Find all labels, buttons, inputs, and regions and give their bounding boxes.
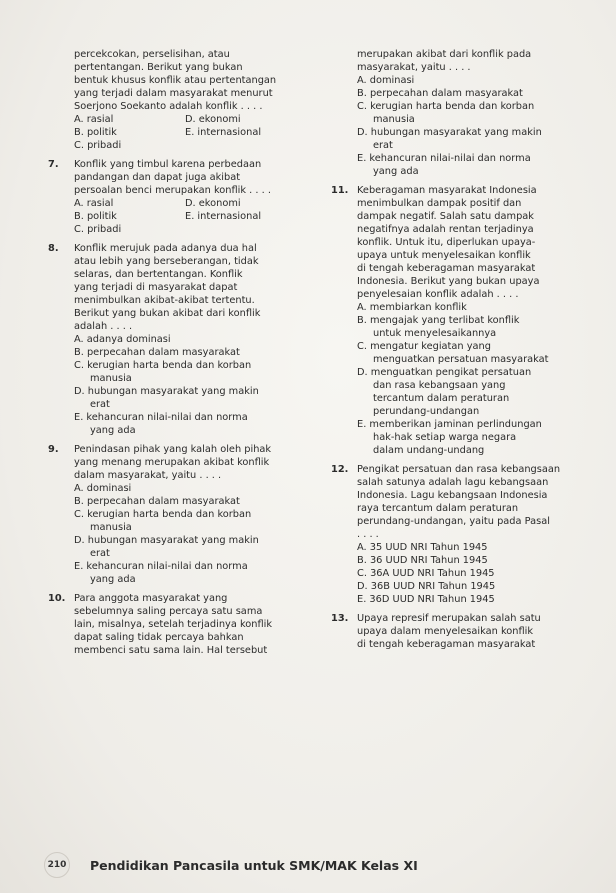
text-line: membenci satu sama lain. Hal tersebut <box>74 645 268 656</box>
option-c-cont: manusia <box>373 114 415 125</box>
option-d: D. hubungan masyarakat yang makin <box>357 127 542 138</box>
text-line: Soerjono Soekanto adalah konflik . . . . <box>74 101 263 112</box>
option-e-cont: hak-hak setiap warga negara <box>373 432 517 443</box>
option-e-cont: yang ada <box>90 425 136 436</box>
left-column <box>48 48 320 657</box>
question-text: Keberagaman masyarakat Indonesia <box>357 185 537 196</box>
text-line: masyarakat, yaitu . . . . <box>357 62 471 73</box>
option-b: B. politik <box>74 127 117 138</box>
option-e: E. internasional <box>185 127 262 138</box>
option-row <box>48 223 320 236</box>
option-c: C. pribadi <box>74 140 122 151</box>
option-row <box>48 126 320 139</box>
option-c: C. kerugian harta benda dan korban <box>357 101 535 112</box>
page-footer <box>44 852 418 878</box>
question-text: Konflik merujuk pada adanya dua hal <box>74 243 257 254</box>
text-line: percekcokan, perselisihan, atau <box>74 49 230 60</box>
question-text: Para anggota masyarakat yang <box>74 593 228 604</box>
option-e-cont: yang ada <box>90 574 136 585</box>
option-row <box>48 197 320 210</box>
text-line: merupakan akibat dari konflik pada <box>357 49 532 60</box>
question-number: 7. <box>48 159 59 170</box>
text-line: sebelumnya saling percaya satu sama <box>74 606 263 617</box>
option-a: A. membiarkan konflik <box>357 302 467 313</box>
text-line: perundang-undangan, yaitu pada Pasal <box>357 516 550 527</box>
right-column <box>331 48 593 651</box>
option-d-cont: erat <box>373 140 393 151</box>
option-d-cont: dan rasa kebangsaan yang <box>373 380 506 391</box>
option-e: E. 36D UUD NRI Tahun 1945 <box>357 594 495 605</box>
text-line: menimbulkan dampak positif dan <box>357 198 522 209</box>
option-d-cont: perundang-undangan <box>373 406 480 417</box>
option-e-cont: dalam undang-undang <box>373 445 485 456</box>
question-10 <box>48 592 320 605</box>
option-e: E. internasional <box>185 211 262 222</box>
question-number: 8. <box>48 243 59 254</box>
text-line: atau lebih yang berseberangan, tidak <box>74 256 259 267</box>
text-line: Berikut yang bukan akibat dari konflik <box>74 308 261 319</box>
text-line: yang terjadi di masyarakat dapat <box>74 282 238 293</box>
option-b: B. mengajak yang terlibat konflik <box>357 315 520 326</box>
option-a: A. dominasi <box>74 483 132 494</box>
text-line: upaya untuk menyelesaikan konflik <box>357 250 531 261</box>
question-number: 12. <box>331 464 349 475</box>
option-row <box>48 113 320 126</box>
option-c-cont: manusia <box>90 373 132 384</box>
option-d-cont: erat <box>90 548 110 559</box>
text-line: . . . . <box>357 529 379 540</box>
option-c: C. pribadi <box>74 224 122 235</box>
option-c: C. kerugian harta benda dan korban <box>74 509 252 520</box>
option-row <box>48 139 320 152</box>
option-b: B. perpecahan dalam masyarakat <box>74 347 240 358</box>
option-d: D. hubungan masyarakat yang makin <box>74 386 259 397</box>
book-title: Pendidikan Pancasila untuk SMK/MAK Kelas XI <box>90 857 418 873</box>
option-b: B. 36 UUD NRI Tahun 1945 <box>357 555 488 566</box>
question-13 <box>331 612 593 625</box>
question-text: Konflik yang timbul karena perbedaan <box>74 159 262 170</box>
question-11 <box>331 184 593 197</box>
option-b: B. perpecahan dalam masyarakat <box>74 496 240 507</box>
text-line: persoalan benci merupakan konflik . . . . <box>74 185 271 196</box>
option-d-cont: erat <box>90 399 110 410</box>
text-line: di tengah keberagaman masyarakat <box>357 263 536 274</box>
text-line: adalah . . . . <box>74 321 133 332</box>
question-text: Upaya represif merupakan salah satu <box>357 613 541 624</box>
text-line: yang menang merupakan akibat konflik <box>74 457 270 468</box>
text-line: selaras, dan bertentangan. Konflik <box>74 269 243 280</box>
text-line: yang terjadi dalam masyarakat menurut <box>74 88 273 99</box>
text-line: pandangan dan dapat juga akibat <box>74 172 241 183</box>
question-12 <box>331 463 593 476</box>
option-a: A. dominasi <box>357 75 415 86</box>
page-number-badge: 210 <box>44 852 70 878</box>
question-9 <box>48 443 320 456</box>
option-b-cont: untuk menyelesaikannya <box>373 328 497 339</box>
question-text: Penindasan pihak yang kalah oleh pihak <box>74 444 272 455</box>
option-c-cont: manusia <box>90 522 132 533</box>
text-line: raya tercantum dalam peraturan <box>357 503 519 514</box>
option-row <box>48 210 320 223</box>
option-e: E. kehancuran nilai-nilai dan norma <box>357 153 531 164</box>
question-7 <box>48 158 320 171</box>
text-line: salah satunya adalah lagu kebangsaan <box>357 477 549 488</box>
text-line: negatifnya adalah rentan terjadinya <box>357 224 534 235</box>
option-d: D. 36B UUD NRI Tahun 1945 <box>357 581 496 592</box>
option-e: E. memberikan jaminan perlindungan <box>357 419 542 430</box>
option-d: D. ekonomi <box>185 198 241 209</box>
option-e: E. kehancuran nilai-nilai dan norma <box>74 561 248 572</box>
question-number: 13. <box>331 613 349 624</box>
option-a: A. 35 UUD NRI Tahun 1945 <box>357 542 488 553</box>
option-a: A. rasial <box>74 114 114 125</box>
text-line: lain, misalnya, setelah terjadinya konflik <box>74 619 273 630</box>
question-number: 10. <box>48 593 66 604</box>
option-d-cont: tercantum dalam peraturan <box>373 393 510 404</box>
text-line: bentuk khusus konflik atau pertentangan <box>74 75 277 86</box>
question-number: 9. <box>48 444 59 455</box>
option-b: B. politik <box>74 211 117 222</box>
text-line: upaya dalam menyelesaikan konflik <box>357 626 534 637</box>
option-c-cont: menguatkan persatuan masyarakat <box>373 354 549 365</box>
option-a: A. rasial <box>74 198 114 209</box>
option-b: B. perpecahan dalam masyarakat <box>357 88 523 99</box>
text-line: Indonesia. Lagu kebangsaan Indonesia <box>357 490 548 501</box>
option-d: D. menguatkan pengikat persatuan <box>357 367 532 378</box>
option-e-cont: yang ada <box>373 166 419 177</box>
question-number: 11. <box>331 185 349 196</box>
text-line: dalam masyarakat, yaitu . . . . <box>74 470 222 481</box>
option-d: D. hubungan masyarakat yang makin <box>74 535 259 546</box>
option-c: C. kerugian harta benda dan korban <box>74 360 252 371</box>
question-text: Pengikat persatuan dan rasa kebangsaan <box>357 464 561 475</box>
text-line: konflik. Untuk itu, diperlukan upaya- <box>357 237 536 248</box>
text-line: pertentangan. Berikut yang bukan <box>74 62 243 73</box>
option-d: D. ekonomi <box>185 114 241 125</box>
text-line: dapat saling tidak percaya bahkan <box>74 632 244 643</box>
text-line: penyelesaian konflik adalah . . . . <box>357 289 519 300</box>
option-a: A. adanya dominasi <box>74 334 171 345</box>
option-c: C. 36A UUD NRI Tahun 1945 <box>357 568 495 579</box>
option-c: C. mengatur kegiatan yang <box>357 341 491 352</box>
text-line: Indonesia. Berikut yang bukan upaya <box>357 276 540 287</box>
text-line: menimbulkan akibat-akibat tertentu. <box>74 295 255 306</box>
option-e: E. kehancuran nilai-nilai dan norma <box>74 412 248 423</box>
text-line: dampak negatif. Salah satu dampak <box>357 211 534 222</box>
text-line: di tengah keberagaman masyarakat <box>357 639 536 650</box>
question-8 <box>48 242 320 255</box>
